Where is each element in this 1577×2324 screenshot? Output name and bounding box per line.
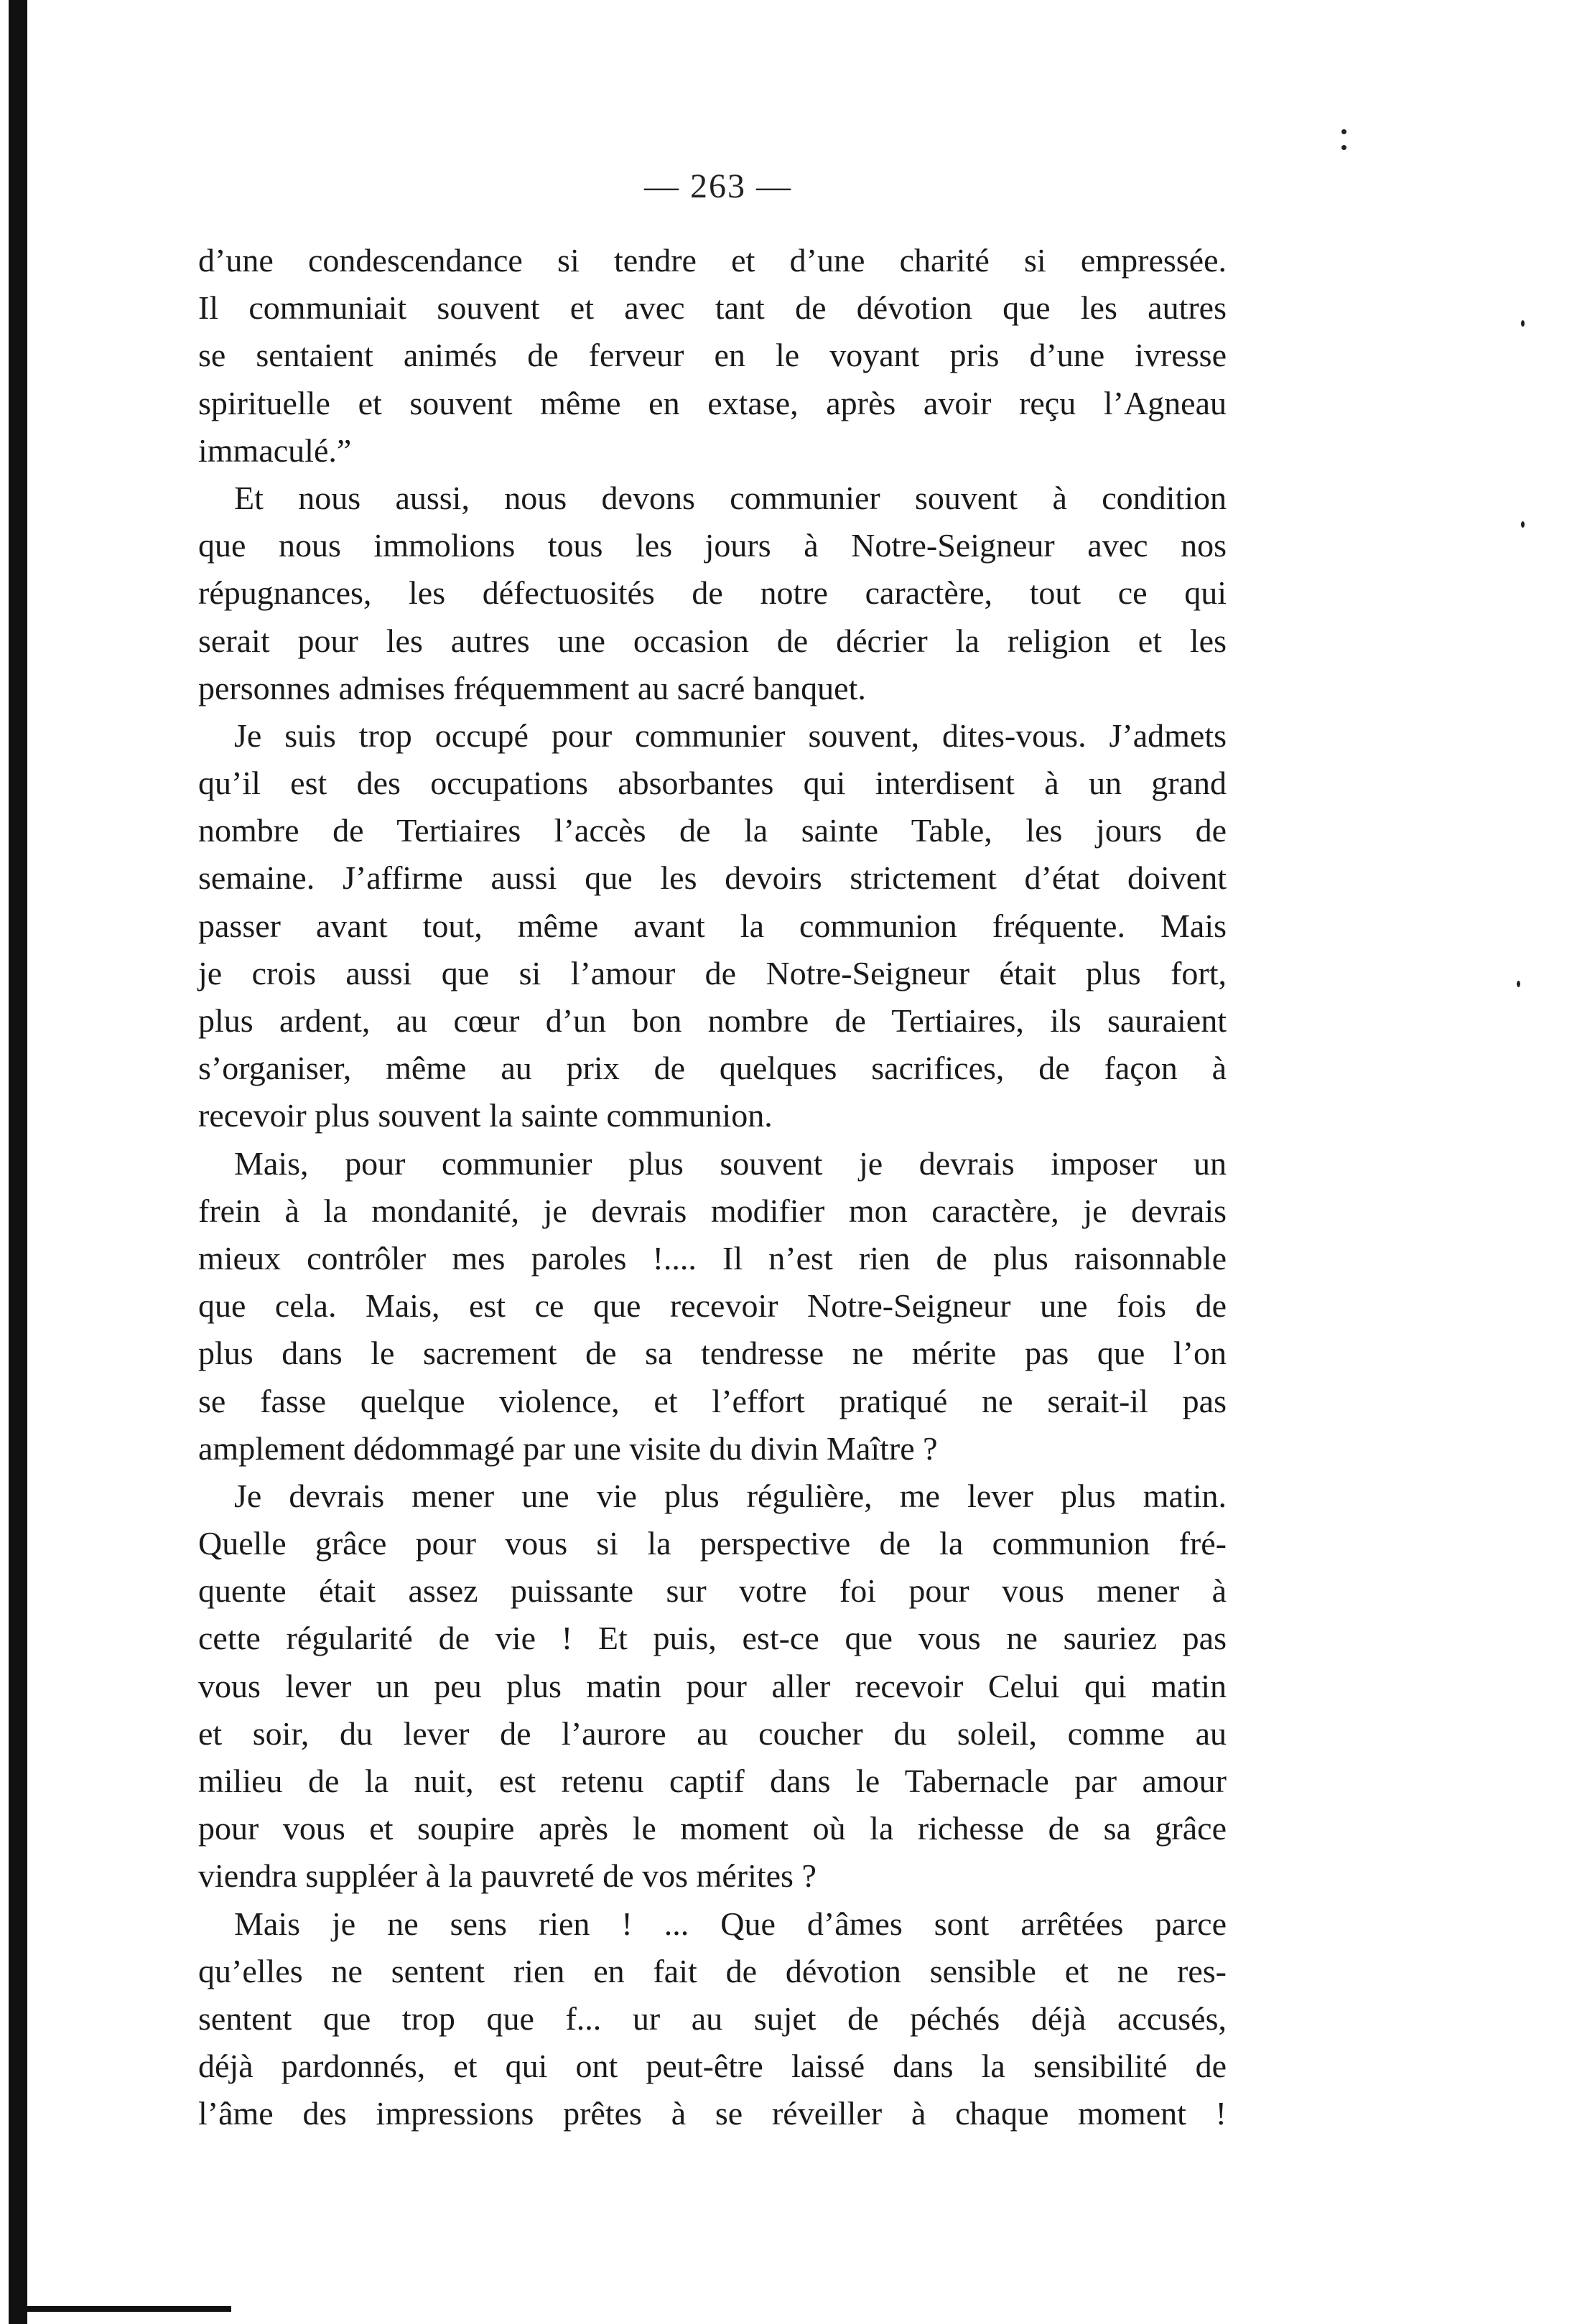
scan-speck bbox=[1517, 981, 1520, 987]
text-line: s’organiser, même au prix de quelques sacrifices, de façon à bbox=[198, 1050, 1227, 1087]
text-line: personnes admises fréquemment au sacré banquet. bbox=[198, 669, 866, 706]
page-binding-foot bbox=[9, 2306, 231, 2312]
text-line: Quelle grâce pour vous si la perspective de la communion fré- bbox=[198, 1525, 1227, 1562]
text-line: vous lever un peu plus matin pour aller recevoir Celui qui matin bbox=[198, 1667, 1227, 1704]
text-line: plus ardent, au cœur d’un bon nombre de Tertiaires, ils sauraient bbox=[198, 1002, 1227, 1039]
text-line: mieux contrôler mes paroles !.... Il n’est rien de plus raisonnable bbox=[198, 1239, 1227, 1277]
text-line: qu’il est des occupations absorbantes qui interdisent à un grand bbox=[198, 765, 1227, 802]
text-line: amplement dédommagé par une visite du divin Maître ? bbox=[198, 1429, 938, 1467]
text-line: que nous immolions tous les jours à Notre-Seigneur avec nos bbox=[198, 527, 1227, 564]
text-line: plus dans le sacrement de sa tendresse ne mérite pas que l’on bbox=[198, 1335, 1227, 1372]
text-line: milieu de la nuit, est retenu captif dans le Tabernacle par amour bbox=[198, 1763, 1227, 1799]
text-line: Je suis trop occupé pour communier souvent, dites-vous. J’admets bbox=[234, 717, 1227, 754]
text-line: et soir, du lever de l’aurore au coucher du soleil, comme au bbox=[198, 1714, 1227, 1752]
text-line: pour vous et soupire après le moment où la richesse de sa grâce bbox=[198, 1810, 1227, 1847]
text-line: quente était assez puissante sur votre foi pour vous mener à bbox=[198, 1572, 1227, 1610]
text-line: déjà pardonnés, et qui ont peut-être laissé dans la sensibilité de bbox=[198, 2048, 1227, 2085]
text-line: spirituelle et souvent même en extase, après avoir reçu l’Agneau bbox=[198, 384, 1227, 421]
page-binding-edge bbox=[9, 0, 27, 2324]
text-line: nombre de Tertiaires l’accès de la sainte Table, les jours de bbox=[198, 812, 1227, 849]
text-line: frein à la mondanité, je devrais modifier mon caractère, je devrais bbox=[198, 1192, 1227, 1229]
scan-speck bbox=[1521, 320, 1525, 327]
text-line: passer avant tout, même avant la communion fréquente. Mais bbox=[198, 907, 1227, 944]
scan-speck bbox=[1341, 129, 1346, 134]
text-line: sentent que trop que f... ur au sujet de péchés déjà accusés, bbox=[198, 1999, 1227, 2037]
text-line: Mais, pour communier plus souvent je devrais imposer un bbox=[234, 1144, 1227, 1182]
text-line: semaine. J’affirme aussi que les devoirs strictement d’état doivent bbox=[198, 859, 1227, 897]
text-line: se fasse quelque violence, et l’effort pratiqué ne serait-il pas bbox=[198, 1382, 1227, 1419]
text-line: Je devrais mener une vie plus régulière, me lever plus matin. bbox=[234, 1477, 1227, 1514]
text-line: répugnances, les défectuosités de notre caractère, tout ce qui bbox=[198, 574, 1227, 612]
text-line: cette régularité de vie ! Et puis, est-ce que vous ne sauriez pas bbox=[198, 1620, 1227, 1657]
text-line: viendra suppléer à la pauvreté de vos mérites ? bbox=[198, 1857, 817, 1895]
text-line: recevoir plus souvent la sainte communion. bbox=[198, 1097, 773, 1134]
text-line: Mais je ne sens rien ! ... Que d’âmes sont arrêtées parce bbox=[234, 1905, 1227, 1942]
page-number: — 263 — bbox=[644, 167, 792, 205]
text-line: serait pour les autres une occasion de décrier la religion et les bbox=[198, 622, 1227, 659]
text-line: qu’elles ne sentent rien en fait de dévotion sensible et ne res- bbox=[198, 1952, 1227, 1989]
text-line: Il communiait souvent et avec tant de dévotion que les autres bbox=[198, 289, 1227, 327]
text-line: l’âme des impressions prêtes à se réveiller à chaque moment ! bbox=[198, 2095, 1227, 2132]
scan-speck bbox=[1341, 145, 1346, 150]
text-line: je crois aussi que si l’amour de Notre-Seigneur était plus fort, bbox=[198, 954, 1227, 991]
text-line: Et nous aussi, nous devons communier souvent à condition bbox=[234, 479, 1227, 516]
text-line: se sentaient animés de ferveur en le voyant pris d’une ivresse bbox=[198, 337, 1227, 374]
body-text bbox=[198, 237, 1227, 2138]
text-line: immaculé.” bbox=[198, 431, 352, 469]
text-line: que cela. Mais, est ce que recevoir Notre-Seigneur une fois de bbox=[198, 1287, 1227, 1325]
scan-speck bbox=[1521, 521, 1525, 528]
text-line: d’une condescendance si tendre et d’une charité si empressée. bbox=[198, 242, 1227, 279]
